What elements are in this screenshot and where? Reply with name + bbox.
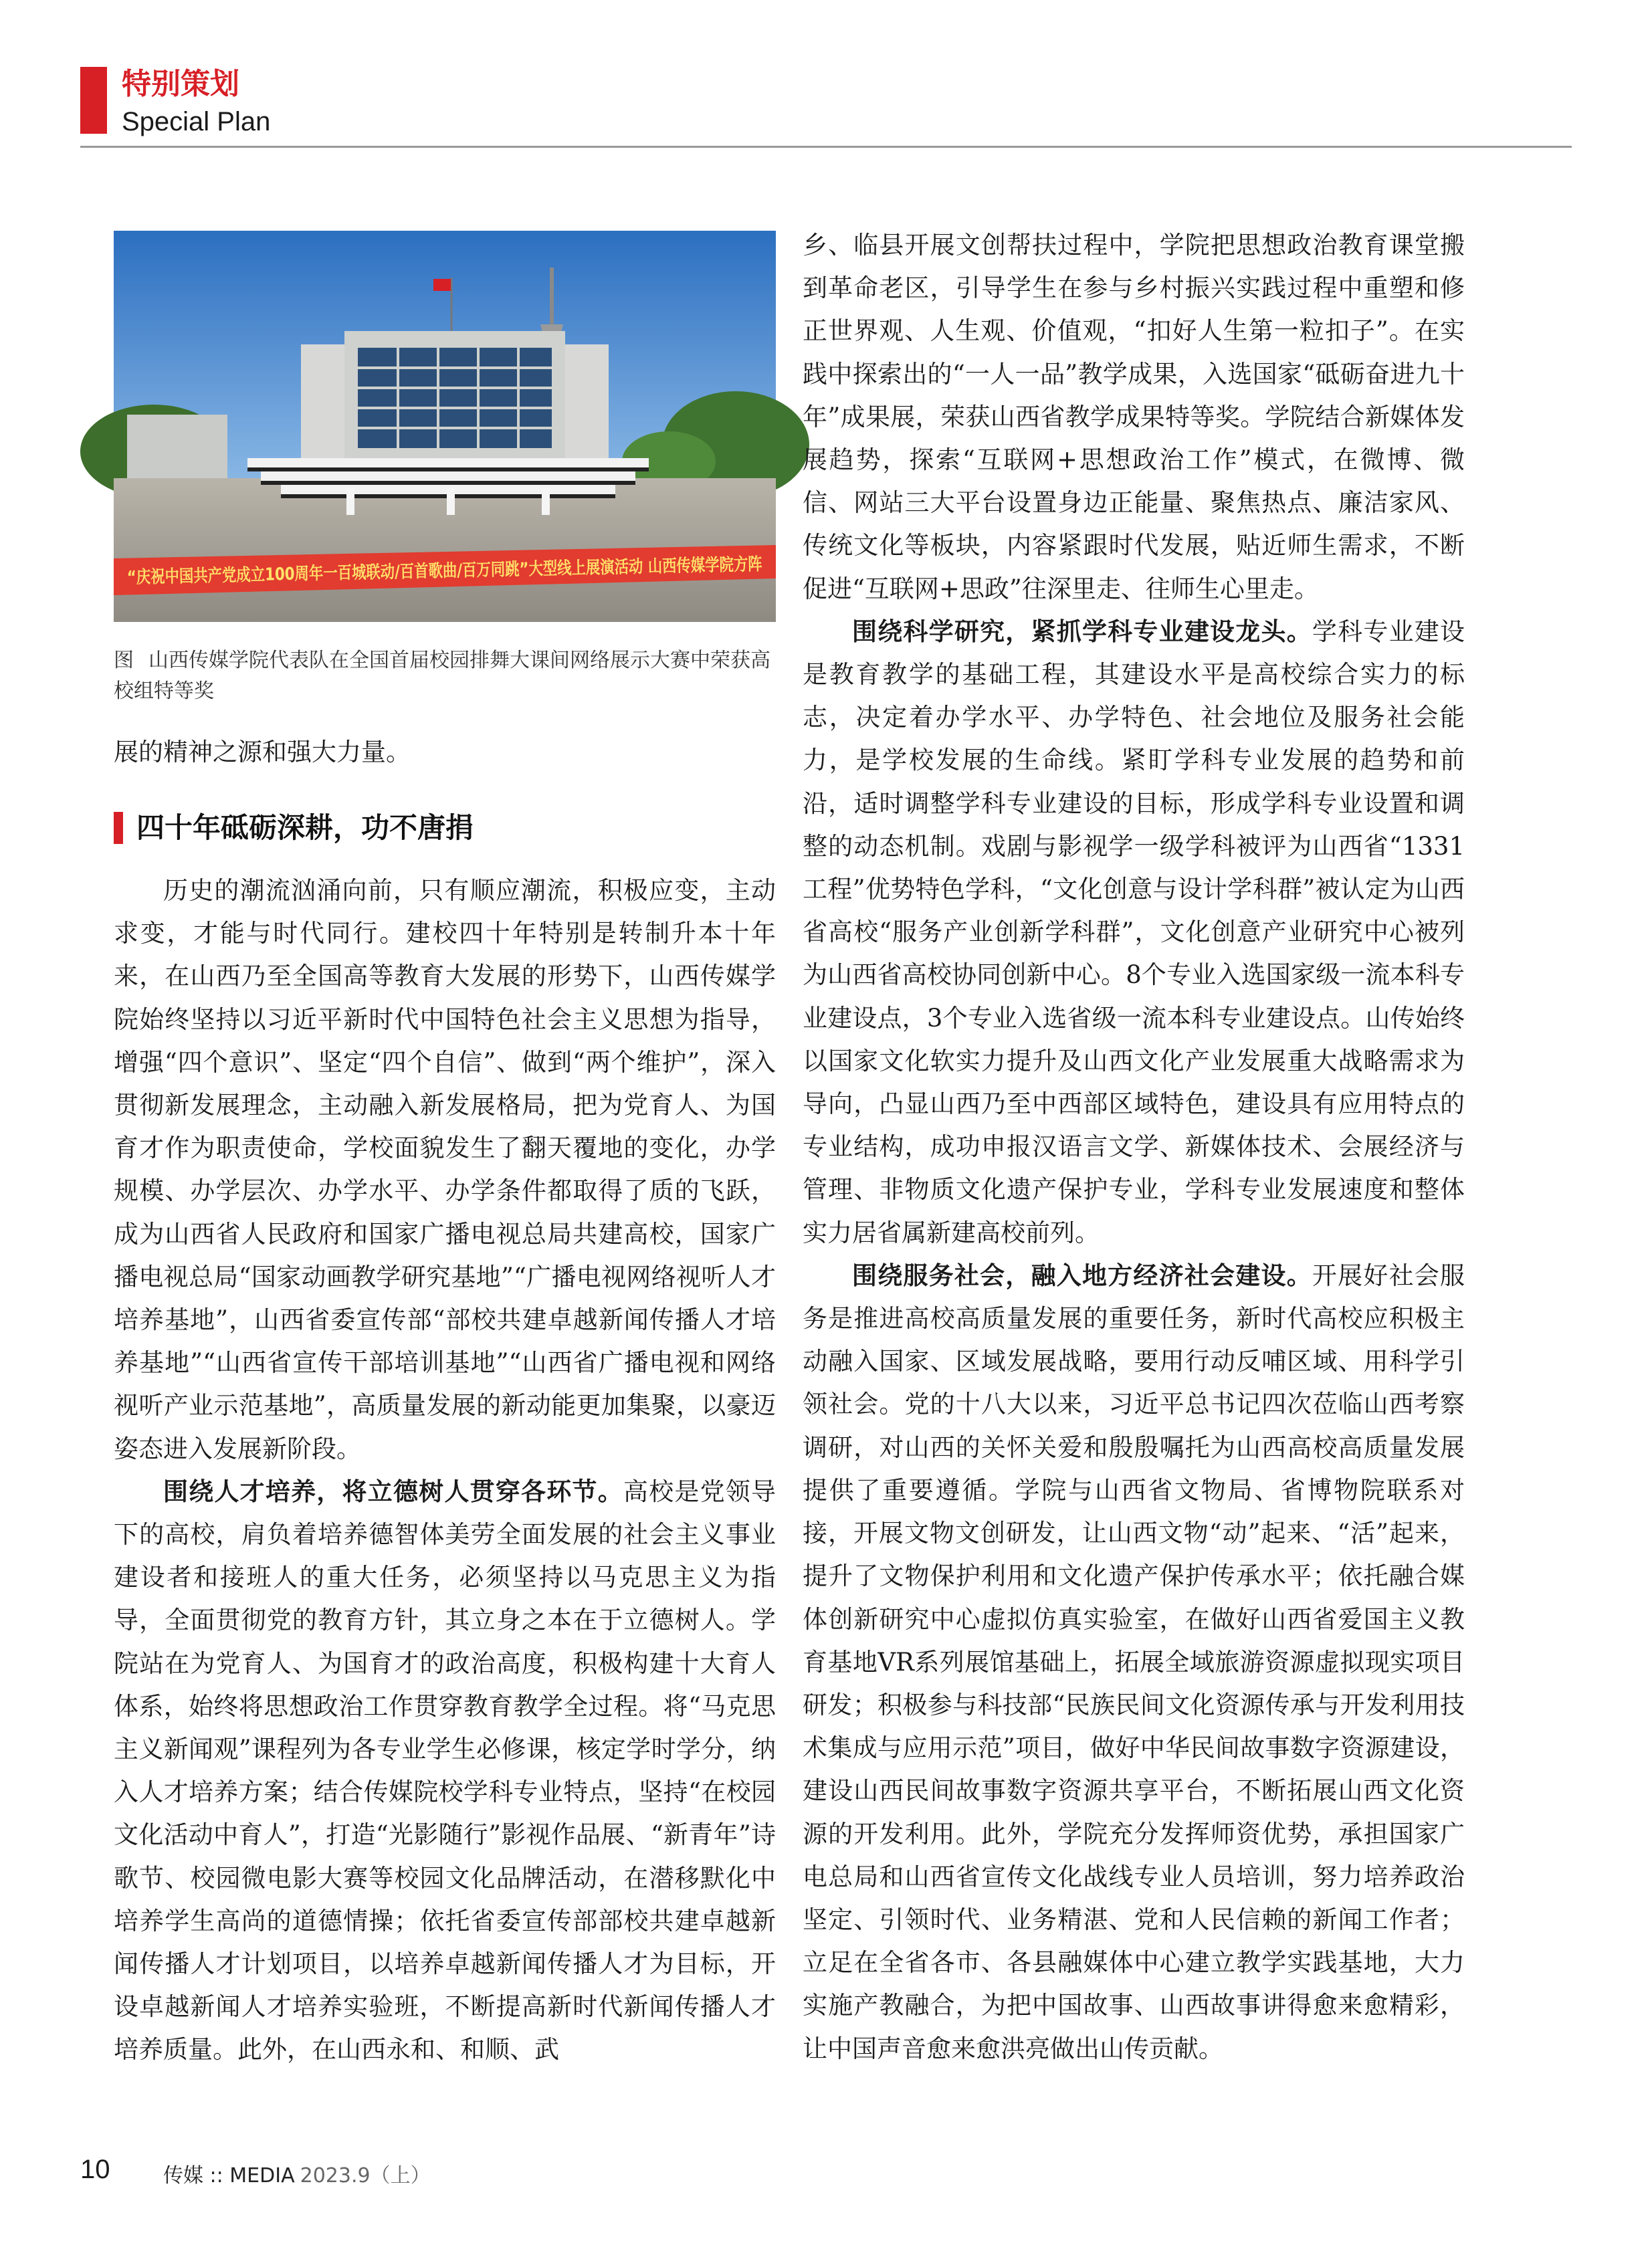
right-para-1: 乡、临县开展文创帮扶过程中，学院把思想政治教育课堂搬到革命老区，引导学生在参与乡村振兴实践过程中重塑和修正世界观、人生观、价值观，“扣好人生第一粒扣子”。在实践中探索出的“一人一品”教学成果，入选国家“砥砺奋进九十年”成果展，荣获山西省教学成果特等奖。学院结合新媒体发展趋势，探索“互联网+思想政治工作”模式，在微博、微信、网站三大平台设置身边正能量、聚焦热点、廉洁家风、传统文化等板块，内容紧跟时代发展，贴近师生需求，不断促进“互联网+思政”往深里走、往师生心里走。	[803, 231, 1465, 603]
right-para-3-lead: 围绕服务社会，融入地方经济社会建设。	[852, 1261, 1312, 1290]
right-para-2	[803, 611, 1465, 1255]
section-accent-bar	[80, 67, 107, 134]
right-para-2-lead: 围绕科学研究，紧抓学科专业建设龙头。	[852, 617, 1312, 646]
left-para-2-body: 高校是党领导下的高校，肩负着培养德智体美劳全面发展的社会主义事业建设者和接班人的重大任务，必须坚持以马克思主义为指导，全面贯彻党的教育方针，其立身之本在于立德树人。学院站在为党育人、为国育才的政治高度，积极构建十大育人体系，始终将思想政治工作贯穿教育教学全过程。将“马克思主义新闻观”课程列为各专业学生必修课，核定学时学分，纳入人才培养方案；结合传媒院校学科专业特点，坚持“在校园文化活动中育人”，打造“光影随行”影视作品展、“新青年”诗歌节、校园微电影大赛等校园文化品牌活动，在潜移默化中培养学生高尚的道德情操；依托省委宣传部部校共建卓越新闻传播人才计划项目，以培养卓越新闻传播人才为目标，开设卓越新闻人才培养实验班，不断提高新时代新闻传播人才培养质量。此外，在山西永和、和顺、武	[114, 1477, 777, 2064]
left-column	[114, 869, 776, 2072]
section-title-en: Special Plan	[122, 107, 271, 136]
section-heading-text: 四十年砥砺深耕，功不唐捐	[136, 811, 474, 844]
left-para-1: 历史的潮流汹涌向前，只有顺应潮流，积极应变，主动求变，才能与时代同行。建校四十年特别是转制升本十年来，在山西乃至全国高等教育大发展的形势下，山西传媒学院始终坚持以习近平新时代中国特色社会主义思想为指导，增强“四个意识”、坚定“四个自信”、做到“两个维护”，深入贯彻新发展理念，主动融入新发展格局，把为党育人、为国育才作为职责使命，学校面貌发生了翻天覆地的变化，办学规模、办学层次、办学水平、办学条件都取得了质的飞跃，成为山西省人民政府和国家广播电视总局共建高校，国家广播电视总局“国家动画教学研究基地”“广播电视网络视听人才培养基地”，山西省委宣传部“部校共建卓越新闻传播人才培养基地”“山西省宣传干部培训基地”“山西省广播电视和网络视听产业示范基地”，高质量发展的新动能更加集聚，以豪迈姿态进入发展新阶段。	[114, 876, 776, 1463]
caption-tag: 图	[114, 649, 134, 672]
issue-date: 2023.9（上）	[300, 2164, 431, 2187]
heading-accent-bar	[114, 812, 123, 844]
left-para-2	[114, 1471, 776, 2072]
right-para-2-body: 学科专业建设是教育教学的基础工程，其建设水平是高校综合实力的标志，决定着办学水平、办学特色、社会地位及服务社会能力，是学校发展的生命线。紧盯学科专业发展的趋势和前沿，适时调整学科专业建设的目标，形成学科专业设置和调整的动态机制。戏剧与影视学一级学科被评为山西省“1331工程”优势特色学科，“文化创意与设计学科群”被认定为山西省高校“服务产业创新学科群”，文化创意产业研究中心被列为山西省高校协同创新中心。8个专业入选国家级一流本科专业建设点，3个专业入选省级一流本科专业建设点。山传始终以国家文化软实力提升及山西文化产业发展重大战略需求为导向，凸显山西乃至中西部区域特色，建设具有应用特点的专业结构，成功申报汉语言文学、新媒体技术、会展经济与管理、非物质文化遗产保护专业，学科专业发展速度和整体实力居省属新建高校前列。	[803, 617, 1465, 1247]
photo-caption	[114, 645, 776, 707]
banner-text: “庆祝中国共产党成立100周年一百城联动/百首歌曲/百万同跳”大型线上展演活动 山西传媒学院方阵	[126, 551, 901, 588]
continuation-text: 展的精神之源和强大力量。	[114, 738, 411, 766]
page-number: 10	[80, 2155, 110, 2184]
campus-photo	[114, 231, 901, 622]
left-para-2-lead: 围绕人才培养，将立德树人贯穿各环节。	[163, 1477, 623, 1506]
section-title-cn: 特别策划	[122, 67, 239, 101]
right-para-3-body: 开展好社会服务是推进高校高质量发展的重要任务，新时代高校应积极主动融入国家、区域发展战略，要用行动反哺区域、用科学引领社会。党的十八大以来，习近平总书记四次莅临山西考察调研，对山西的关怀关爱和殷殷嘱托为山西高校高质量发展提供了重要遵循。学院与山西省文物局、省博物院联系对接，开展文物文创研发，让山西文物“动”起来、“活”起来，提升了文物保护利用和文化遗产保护传承水平；依托融合媒体创新研究中心虚拟仿真实验室，在做好山西省爱国主义教育基地VR系列展馆基础上，拓展全域旅游资源虚拟现实项目研发；积极参与科技部“民族民间文化资源传承与开发利用技术集成与应用示范”项目，做好中华民间故事数字资源建设，建设山西民间故事数字资源共享平台，不断拓展山西文化资源的开发利用。此外，学院充分发挥师资优势，承担国家广电总局和山西省宣传文化战线专业人员培训，努力培养政治坚定、引领时代、业务精湛、党和人民信赖的新闻工作者；立足在全省各市、各县融媒体中心建立教学实践基地，大力实施产教融合，为把中国故事、山西故事讲得愈来愈精彩，让中国声音愈来愈洪亮做出山传贡献。	[803, 1261, 1465, 2063]
footer-magazine	[163, 2159, 431, 2188]
header-divider	[80, 146, 1572, 148]
left-continuation	[114, 731, 776, 774]
right-column	[803, 224, 1465, 2070]
right-para-3	[803, 1255, 1465, 2070]
magazine-name: 传媒 :: MEDIA	[163, 2164, 295, 2187]
caption-text: 山西传媒学院代表队在全国首届校园排舞大课间网络展示大赛中荣获高校组特等奖	[114, 649, 770, 703]
